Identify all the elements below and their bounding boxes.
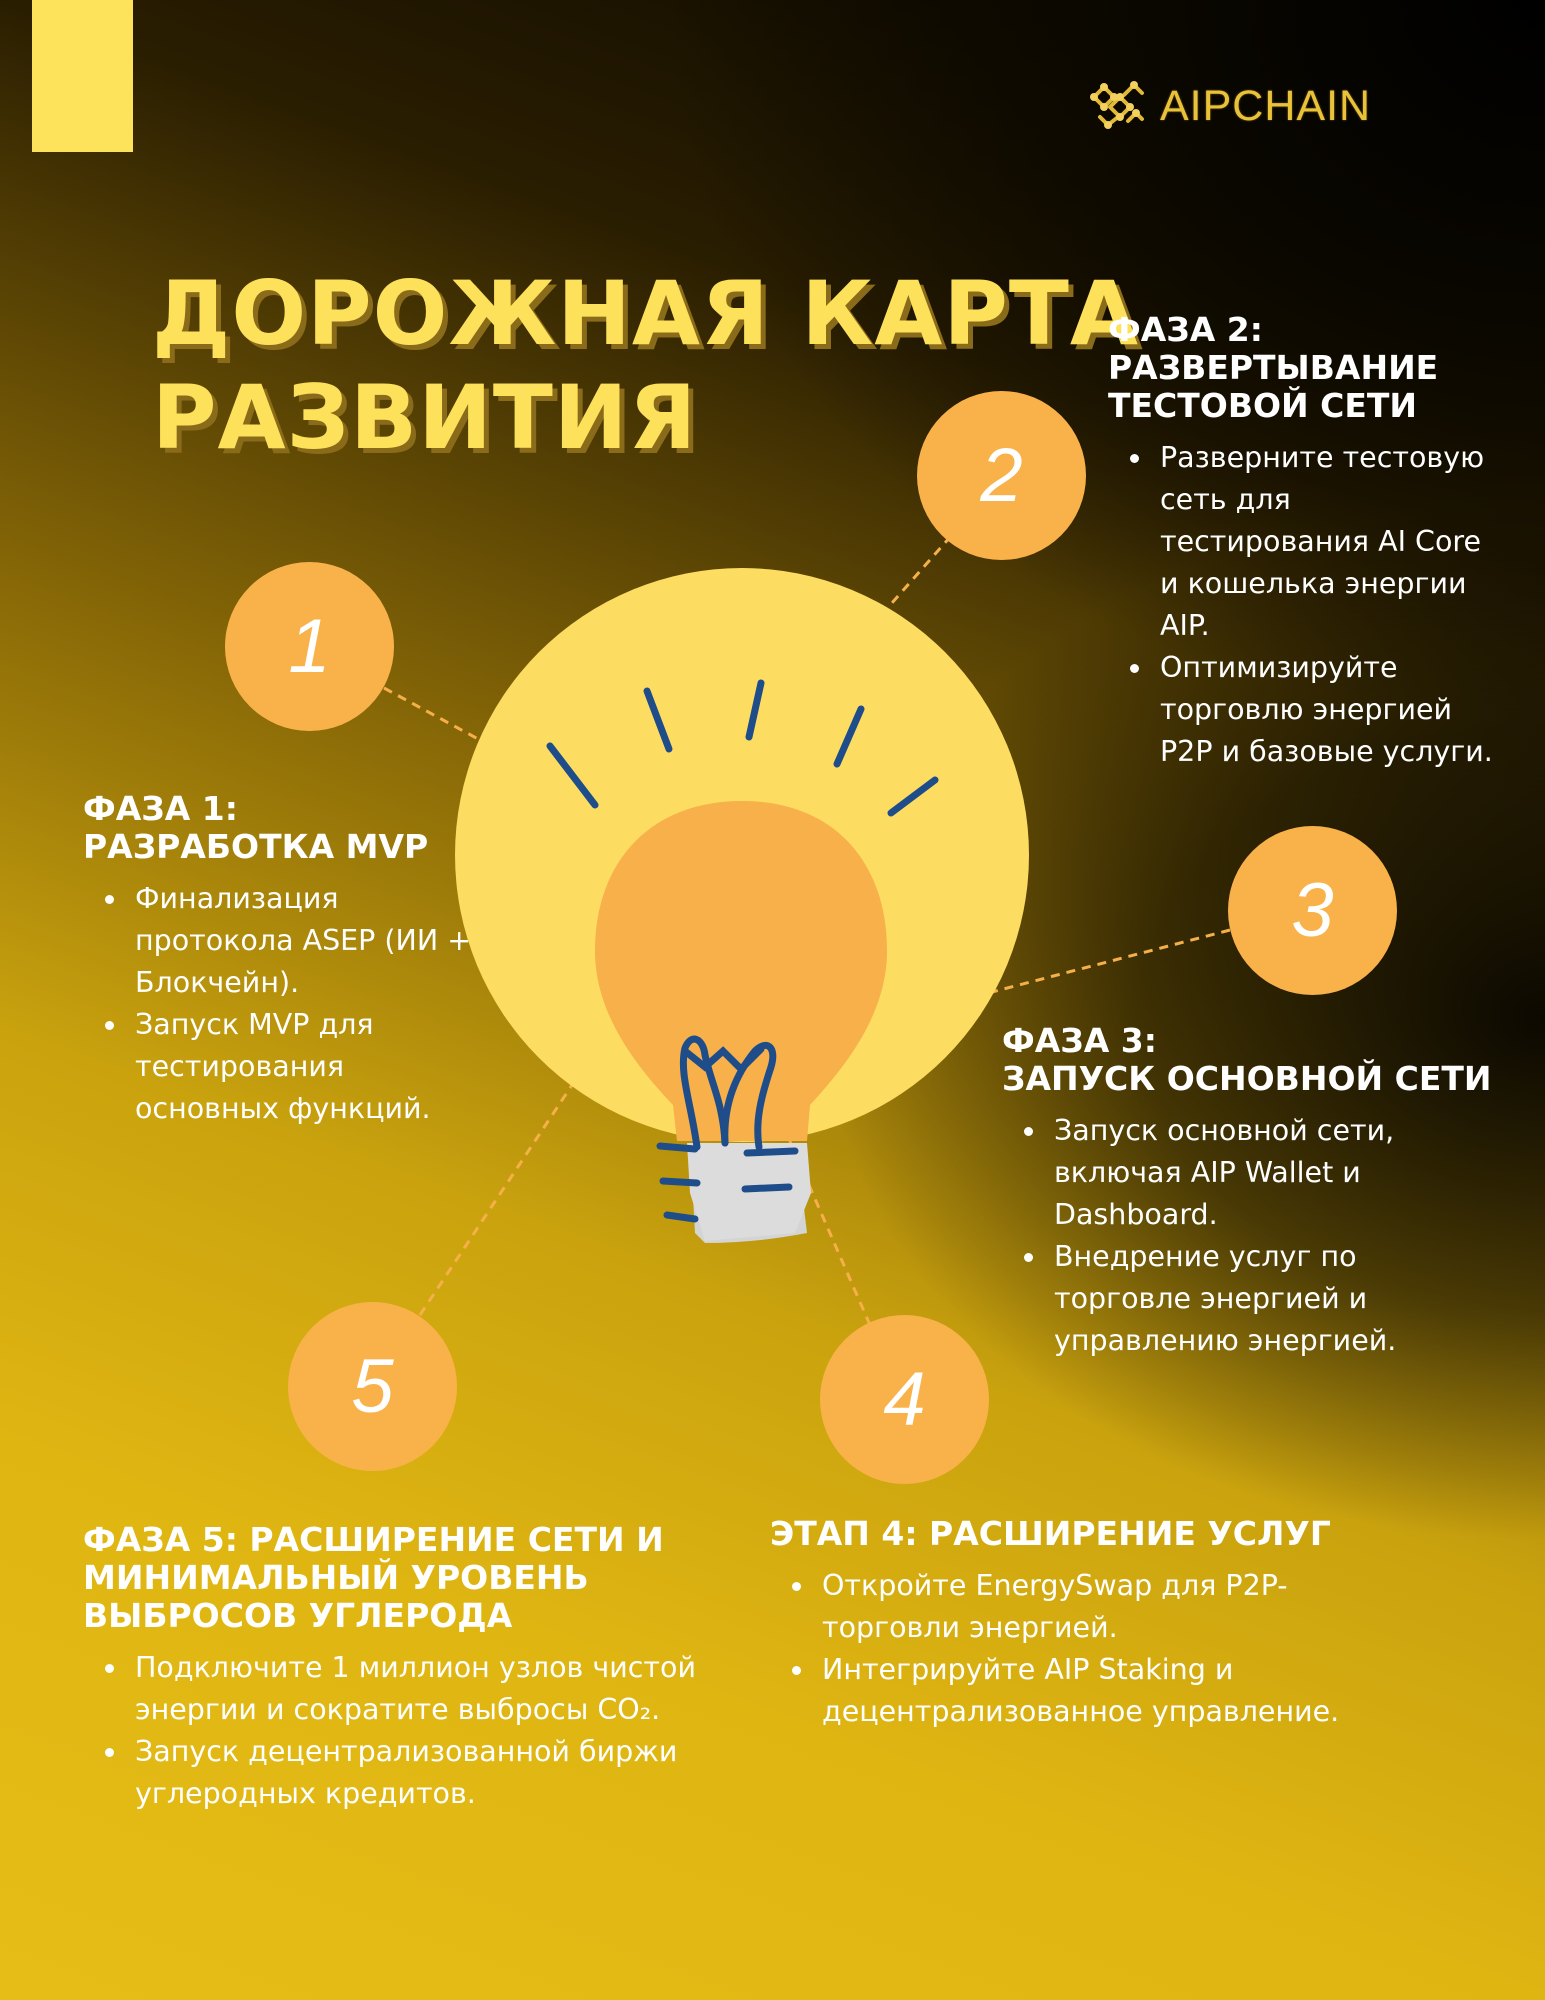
- phase-2-heading-line-2: РАЗВЕРТЫВАНИЕ: [1108, 348, 1439, 387]
- phase-3-badge: 3: [1228, 826, 1397, 995]
- phase-4: [770, 1515, 1390, 1733]
- phase-2-heading-line-3: ТЕСТОВОЙ СЕТИ: [1108, 386, 1418, 425]
- phase-1-item-2: Запуск MVP для тестирования основных функций.: [135, 1004, 483, 1130]
- phase-3-heading: [1002, 1022, 1502, 1098]
- phase-3-list: [1002, 1110, 1502, 1362]
- phase-4-list: [770, 1565, 1390, 1733]
- phase-3: [1002, 1022, 1502, 1362]
- phase-5-list: [83, 1647, 703, 1815]
- phase-2-item-2: Оптимизируйте торговлю энергией P2P и базовые услуги.: [1160, 647, 1508, 773]
- phase-3-item-1: Запуск основной сети, включая AIP Wallet и Dashboard.: [1054, 1110, 1502, 1236]
- phase-1: [83, 790, 483, 1130]
- phase-4-badge: 4: [820, 1315, 989, 1484]
- phase-4-heading: [770, 1515, 1390, 1553]
- phase-3-item-2: Внедрение услуг по торговле энергией и управлению энергией.: [1054, 1236, 1502, 1362]
- phase-3-heading-line-1: ФАЗА 3:: [1002, 1021, 1157, 1060]
- phase-2-heading-line-1: ФАЗА 2:: [1108, 310, 1263, 349]
- phase-5-item-2: Запуск децентрализованной биржи углеродных кредитов.: [135, 1731, 703, 1815]
- phase-2-item-1: Разверните тестовую сеть для тестирования AI Core и кошелька энергии AIP.: [1160, 437, 1508, 647]
- phase-4-heading-line-1: ЭТАП 4: РАСШИРЕНИЕ УСЛУГ: [770, 1514, 1331, 1553]
- phase-2-heading: [1108, 311, 1508, 425]
- phase-5: [83, 1521, 703, 1815]
- phase-4-item-1: Откройте EnergySwap для P2P-торговли энергией.: [822, 1565, 1390, 1649]
- phase-1-badge: 1: [225, 562, 394, 731]
- phase-5-item-1: Подключите 1 миллион узлов чистой энергии и сократите выбросы CO₂.: [135, 1647, 703, 1731]
- phase-5-heading-line-1: ФАЗА 5: РАСШИРЕНИЕ СЕТИ И: [83, 1520, 664, 1559]
- phase-1-list: [83, 878, 483, 1130]
- phase-2-badge: 2: [917, 391, 1086, 560]
- lightbulb-icon: [455, 543, 1030, 1243]
- phase-3-heading-line-2: ЗАПУСК ОСНОВНОЙ СЕТИ: [1002, 1059, 1492, 1098]
- phase-5-badge: 5: [288, 1302, 457, 1471]
- page-title-line-2: РАЗВИТИЯ: [152, 366, 698, 469]
- phase-5-heading-line-2: МИНИМАЛЬНЫЙ УРОВЕНЬ: [83, 1558, 589, 1597]
- phase-1-item-1: Финализация протокола ASEP (ИИ + Блокчейн).: [135, 878, 483, 1004]
- phase-5-heading: [83, 1521, 703, 1635]
- phase-2-list: [1108, 437, 1508, 773]
- phase-4-item-2: Интегрируйте AIP Staking и децентрализованное управление.: [822, 1649, 1390, 1733]
- logo-text: AIPCHAIN: [1160, 81, 1372, 130]
- page-title-line-1: ДОРОЖНАЯ КАРТА: [152, 262, 1140, 365]
- phase-1-heading: [83, 790, 483, 866]
- phase-5-heading-line-3: ВЫБРОСОВ УГЛЕРОДА: [83, 1596, 513, 1635]
- phase-1-heading-line-1: ФАЗА 1:: [83, 789, 238, 828]
- phase-2: [1108, 311, 1508, 773]
- phase-1-heading-line-2: РАЗРАБОТКА MVP: [83, 827, 429, 866]
